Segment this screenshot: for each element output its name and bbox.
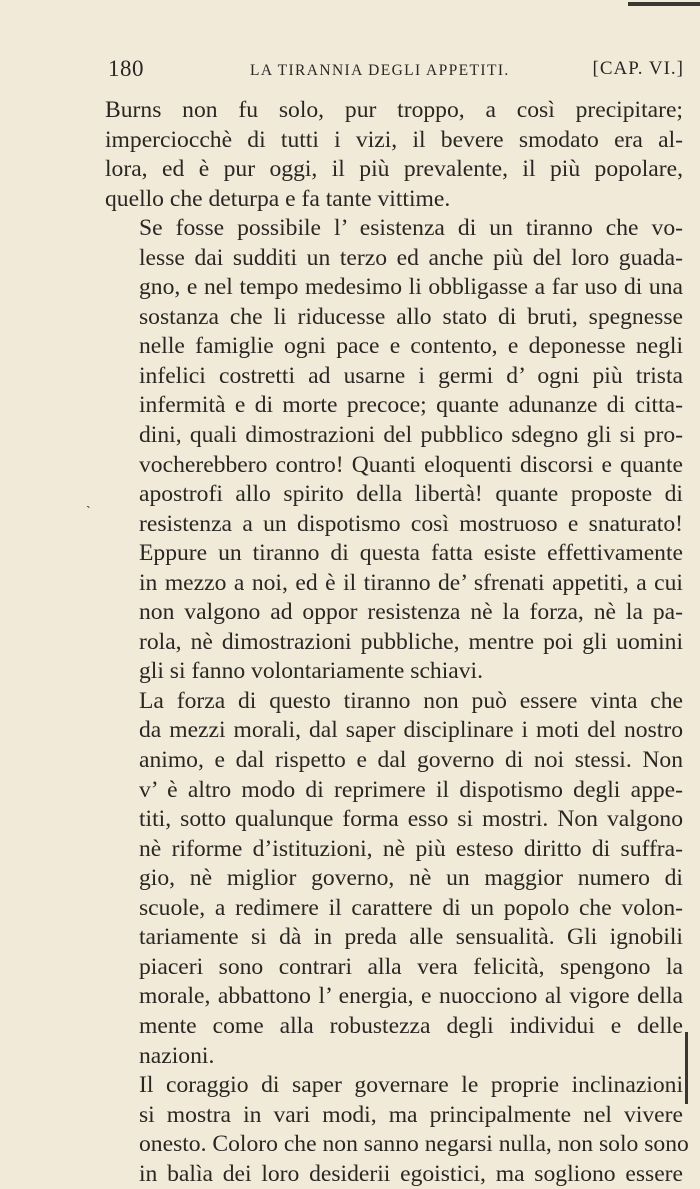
text-line: scuole, a redimere il carattere di un popolo che volon- [139,894,683,921]
text-line: Il coraggio di saper governare le proprie inclinazioni [139,1072,683,1099]
text-line: gli si fanno volontariamente schiavi. [139,658,483,685]
text-line: nazioni. [139,1042,215,1069]
page-number: 180 [108,56,144,81]
text-line: in balìa dei loro desiderii egoistici, ma sogliono essere [139,1160,683,1187]
text-line: titi, sotto qualunque forma esso si mostri. Non valgono [139,806,683,833]
text-line: imperciocchè di tutti i vizi, il bevere smodato era al- [105,126,683,153]
text-line: in mezzo a noi, ed è il tiranno de’ sfrenati appetiti, a cui [139,569,683,596]
text-line: piaceri sono contrari alla vera felicità, spengono la [139,953,683,980]
body-text [105,96,689,1189]
text-line: da mezzi morali, dal saper disciplinare i moti del nostro [139,717,683,744]
text-line: resistenza a un dispotismo così mostruoso e snaturato! [139,510,683,537]
running-header [108,56,684,88]
running-title: LA TIRANNIA DEGLI APPETITI. [250,62,510,79]
text-line: morale, abbattono l’ energia, e nuocciono al vigore della [139,983,683,1010]
text-line: tariamente si dà in preda alle sensualità. Gli ignobili [139,924,683,951]
text-line: animo, e dal rispetto e dal governo di noi stessi. Non [139,747,683,774]
paragraph-1 [105,96,683,214]
text-line: infelici costretti ad usarne i germi d’ ogni più trista [139,362,683,389]
margin-rule [685,1032,688,1104]
text-line: rola, nè dimostrazioni pubbliche, mentre poi gli uomini [139,628,683,655]
text-line: mente come alla robustezza degli individui e delle [139,1012,683,1039]
text-line: nè riforme d’istituzioni, nè più esteso diritto di suffra- [139,835,683,862]
chapter-reference: [CAP. VI.] [592,58,684,79]
paragraph-2 [105,214,683,687]
text-line: Burns non fu solo, pur troppo, a così precipitare; [105,97,683,123]
text-line: apostrofi allo spirito della libertà! quante proposte di [139,481,683,508]
paragraph-4 [105,1071,689,1189]
text-line: La forza di questo tiranno non può essere vinta che [139,687,683,714]
text-line: non valgono ad oppor resistenza nè la forza, nè la pa- [139,599,683,626]
top-edge-rule [628,2,700,6]
text-line: quello che deturpa e fa tante vittime. [105,185,451,212]
text-line: vocherebbero contro! Quanti eloquenti discorsi e quante [139,451,683,478]
text-line: nelle famiglie ogni pace e contento, e deponesse negli [139,333,683,360]
text-line: gio, nè miglior governo, nè un maggior numero di [139,865,683,892]
text-line: infermità e di morte precoce; quante adunanze di citta- [139,392,683,419]
text-line: Se fosse possibile l’ esistenza di un tiranno che vo- [139,215,683,242]
text-line: gno, e nel tempo medesimo li obbligasse a far uso di una [139,274,683,301]
paragraph-3 [105,687,683,1071]
text-line: lora, ed è pur oggi, il più prevalente, il più popolare, [105,156,683,183]
text-line: si mostra in vari modi, ma principalmente nel vivere [139,1101,683,1128]
text-line: sostanza che li riducesse allo stato di bruti, spegnesse [139,303,683,330]
text-line: lesse dai sudditi un terzo ed anche più del loro guada- [139,244,683,271]
text-line: Eppure un tiranno di questa fatta esiste effettivamente [139,540,683,567]
stray-margin-mark: ˎ [86,493,91,509]
text-line: dini, quali dimostrazioni del pubblico sdegno gli si pro- [139,422,683,449]
text-line: v’ è altro modo di reprimere il dispotismo degli appe- [139,776,683,803]
text-line: onesto. Coloro che non sanno negarsi nulla, non solo sono [139,1131,689,1158]
